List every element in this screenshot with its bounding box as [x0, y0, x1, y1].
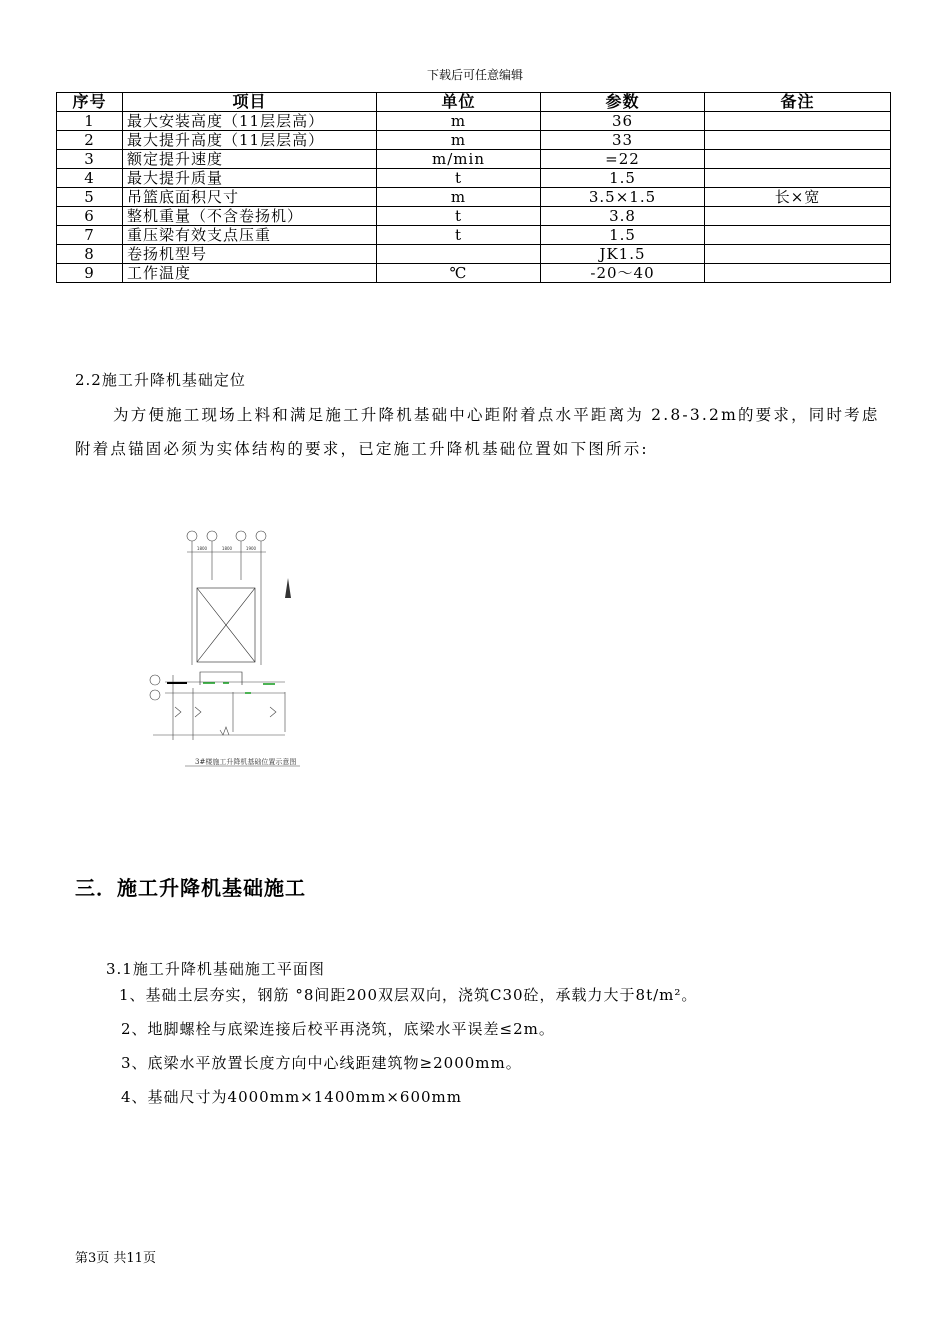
cell-item: 吊篮底面积尺寸 [123, 188, 377, 207]
cell-unit: m [377, 131, 541, 150]
axis-bubble [150, 690, 160, 700]
foundation-position-diagram [145, 520, 305, 775]
cell-item: 工作温度 [123, 264, 377, 283]
list-item: 1、基础土层夯实，钢筋 °8间距200双层双向，浇筑C30砼，承载力大于8t/m²。 [119, 986, 698, 1004]
table-row [57, 169, 891, 188]
cell-note: 长×宽 [705, 188, 891, 207]
cell-param: 36 [541, 112, 705, 131]
cell-param: =22 [541, 150, 705, 169]
list-item: 2、地脚螺栓与底梁连接后校平再浇筑，底梁水平误差≤2m。 [121, 1020, 555, 1038]
cell-item: 额定提升速度 [123, 150, 377, 169]
cell-unit [377, 245, 541, 264]
section-2-2-paragraph: 为方便施工现场上料和满足施工升降机基础中心距附着点水平距离为 2.8-3.2m的要求，同时考虑附着点锚固必须为实体结构的要求，已定施工升降机基础位置如下图所示: [75, 406, 880, 458]
axis-bubble [187, 531, 197, 541]
cell-no: 7 [57, 226, 123, 245]
cell-no: 8 [57, 245, 123, 264]
cell-item: 最大提升质量 [123, 169, 377, 188]
col-header-unit: 单位 [377, 93, 541, 112]
dim-label: 1800 [196, 546, 208, 551]
table-row [57, 112, 891, 131]
cell-param: -20～40 [541, 264, 705, 283]
cell-note [705, 169, 891, 188]
cell-unit: ℃ [377, 264, 541, 283]
dim-label: 1800 [221, 546, 233, 551]
cell-note [705, 264, 891, 283]
cell-note [705, 131, 891, 150]
cell-note [705, 245, 891, 264]
table-row [57, 226, 891, 245]
table-row [57, 207, 891, 226]
section-2-2-title: 2.2施工升降机基础定位 [75, 371, 246, 389]
table-row [57, 131, 891, 150]
cell-item: 卷扬机型号 [123, 245, 377, 264]
cell-param: 3.5×1.5 [541, 188, 705, 207]
section-3-title: 三．施工升降机基础施工 [75, 876, 306, 900]
cell-no: 9 [57, 264, 123, 283]
cell-param: 1.5 [541, 169, 705, 188]
axis-bubble [150, 675, 160, 685]
cell-unit: m [377, 112, 541, 131]
dim-label: 1900 [245, 546, 257, 551]
table-row [57, 245, 891, 264]
table-row [57, 264, 891, 283]
cell-no: 5 [57, 188, 123, 207]
cell-no: 6 [57, 207, 123, 226]
diagram-caption: 3#楼施工升降机基础位置示意图 [195, 758, 297, 766]
col-header-param: 参数 [541, 93, 705, 112]
cell-no: 1 [57, 112, 123, 131]
cell-unit: t [377, 169, 541, 188]
cell-note [705, 226, 891, 245]
axis-bubble [207, 531, 217, 541]
list-item: 4、基础尺寸为4000mm×1400mm×600mm [121, 1088, 463, 1106]
header-note: 下载后可任意编辑 [426, 68, 523, 82]
cell-param: 1.5 [541, 226, 705, 245]
table-row [57, 150, 891, 169]
list-item: 3、底梁水平放置长度方向中心线距建筑物≥2000mm。 [121, 1054, 522, 1072]
cell-param: 33 [541, 131, 705, 150]
cell-unit: m/min [377, 150, 541, 169]
cell-item: 最大安装高度（11层层高） [123, 112, 377, 131]
table-row [57, 188, 891, 207]
page-footer: 第3页 共11页 [75, 1251, 156, 1266]
cell-param: 3.8 [541, 207, 705, 226]
cell-no: 3 [57, 150, 123, 169]
axis-bubble [256, 531, 266, 541]
cell-item: 最大提升高度（11层层高） [123, 131, 377, 150]
cell-unit: m [377, 188, 541, 207]
axis-bubble [236, 531, 246, 541]
cell-unit: t [377, 207, 541, 226]
spec-table [56, 92, 891, 283]
table-header-row [57, 93, 891, 112]
col-header-note: 备注 [705, 93, 891, 112]
col-header-item: 项目 [123, 93, 377, 112]
cell-param: JK1.5 [541, 245, 705, 264]
cell-item: 整机重量（不含卷扬机） [123, 207, 377, 226]
cell-no: 2 [57, 131, 123, 150]
col-header-no: 序号 [57, 93, 123, 112]
cell-unit: t [377, 226, 541, 245]
section-3-1-title: 3.1施工升降机基础施工平面图 [106, 960, 325, 978]
cell-note [705, 112, 891, 131]
cell-note [705, 207, 891, 226]
cell-item: 重压梁有效支点压重 [123, 226, 377, 245]
cell-note [705, 150, 891, 169]
cell-no: 4 [57, 169, 123, 188]
